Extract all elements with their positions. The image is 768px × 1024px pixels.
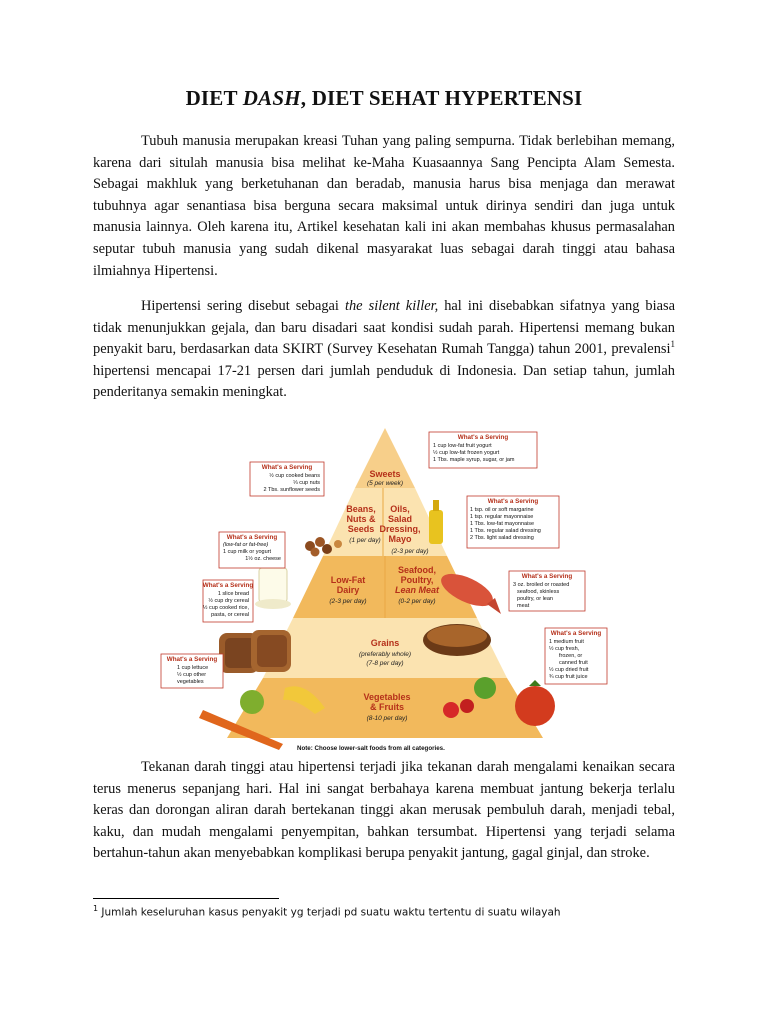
svg-text:What's a Serving: What's a Serving xyxy=(521,573,573,580)
footnote-ref[interactable]: 1 xyxy=(670,339,675,350)
svg-text:½ cup cooked beans: ½ cup cooked beans xyxy=(269,473,320,479)
svg-text:poultry, or lean: poultry, or lean xyxy=(517,596,553,602)
sub-veg: (8-10 per day) xyxy=(366,715,408,722)
svg-text:½ cup fresh,: ½ cup fresh, xyxy=(549,646,580,652)
pyramid-note: Note: Choose lower-salt foods from all categories. xyxy=(297,745,445,752)
svg-text:2 Tbs. sunflower seeds: 2 Tbs. sunflower seeds xyxy=(263,487,320,493)
serving-box-fruit xyxy=(545,628,607,684)
label-oils-1: Oils, xyxy=(390,504,410,514)
svg-text:½ cup other: ½ cup other xyxy=(177,672,207,678)
svg-text:1 Tbs. maple syrup, sugar, or: 1 Tbs. maple syrup, sugar, or jam xyxy=(433,457,515,463)
svg-text:1 cup milk or yogurt: 1 cup milk or yogurt xyxy=(223,549,271,555)
svg-text:What's a Serving: What's a Serving xyxy=(226,534,278,541)
serving-box-meat xyxy=(509,571,585,611)
serving-box-oils xyxy=(467,496,559,548)
label-oils-2: Salad xyxy=(387,514,413,524)
svg-text:⅓ cup nuts: ⅓ cup nuts xyxy=(293,480,320,486)
svg-text:What's a Serving: What's a Serving xyxy=(487,498,539,505)
sub-meat: (0-2 per day) xyxy=(398,598,436,605)
label-sweets: Sweets xyxy=(369,469,401,479)
cereal-bowl-illustration xyxy=(423,624,491,656)
svg-text:What's a Serving: What's a Serving xyxy=(550,630,602,637)
sub-beans: (1 per day) xyxy=(349,537,381,544)
svg-text:What's a Serving: What's a Serving xyxy=(166,656,218,663)
svg-text:1½ oz. cheese: 1½ oz. cheese xyxy=(245,556,281,562)
serving-box-grains xyxy=(203,580,254,622)
svg-text:½ cup low-fat frozen yogurt: ½ cup low-fat frozen yogurt xyxy=(433,450,500,456)
bread-illustration xyxy=(219,630,291,673)
svg-text:½ cup dry cereal: ½ cup dry cereal xyxy=(208,598,249,604)
dash-food-pyramid-figure xyxy=(155,418,615,756)
svg-text:½ cup dried fruit: ½ cup dried fruit xyxy=(549,667,589,673)
footnote-divider xyxy=(93,898,279,899)
milk-glass-illustration xyxy=(255,568,291,609)
label-oils-3: Dressing, xyxy=(379,524,421,534)
sub-oils: (2-3 per day) xyxy=(391,548,429,555)
label-dairy-1: Low-Fat xyxy=(330,575,366,585)
label-beans-2: Nuts & xyxy=(346,514,376,524)
footnote: $^1$ Jumlah keseluruhan kasus penyakit yg terjadi pd suatu waktu tertentu di suatu wilayah xyxy=(93,904,561,919)
label-beans-1: Beans, xyxy=(346,504,376,514)
svg-text:pasta, or cereal: pasta, or cereal xyxy=(211,612,249,618)
svg-text:1 cup lettuce: 1 cup lettuce xyxy=(177,665,209,671)
serving-box-dairy xyxy=(219,532,285,568)
label-grains: Grains xyxy=(370,638,400,648)
svg-text:What's a Serving: What's a Serving xyxy=(202,582,254,589)
label-meat-3: Lean Meat xyxy=(394,585,440,595)
sub-grains-2: (7-8 per day) xyxy=(366,660,404,667)
svg-text:1 tsp. regular mayonnaise: 1 tsp. regular mayonnaise xyxy=(470,514,534,520)
sub-grains-1: (preferably whole) xyxy=(358,651,412,658)
sub-dairy: (2-3 per day) xyxy=(329,598,367,605)
label-oils-4: Mayo xyxy=(388,534,412,544)
page-title: DIET DASH, DIET SEHAT HYPERTENSI xyxy=(185,86,583,110)
paragraph-silent-killer: Hipertensi sering disebut sebagai the silent killer, hal ini disebabkan sifatnya yang biasa tidak menunjukkan gejala, dan baru disadari saat kondisi sudah parah. Hipertensi memang bukan penyakit baru, berdasarkan data SKIRT (Survey Kesehatan Rumah Tangga) tahun 2001, prevalensi$^1$ hipertensi mencapai 17-21 persen dari jumlah penduduk di Indonesia. Dan setiap tahun, jumlah penderitanya semakin meningkat. xyxy=(93,298,675,401)
svg-text:2 Tbs. light salad dressing: 2 Tbs. light salad dressing xyxy=(470,535,534,541)
sub-sweets: (5 per week) xyxy=(366,480,404,487)
label-meat-1: Seafood, xyxy=(397,565,437,575)
svg-text:vegetables: vegetables xyxy=(177,679,204,685)
svg-text:(low-fat or fat-free): (low-fat or fat-free) xyxy=(223,542,269,548)
pyramid-band-sweets xyxy=(355,428,415,488)
label-meat-2: Poultry, xyxy=(400,575,434,585)
svg-text:canned fruit: canned fruit xyxy=(559,660,588,666)
svg-text:meat: meat xyxy=(517,603,530,609)
paragraph-tekanan-darah: Tekanan darah tinggi atau hipertensi terjadi jika tekanan darah mengalami kenaikan secara terus menerus sepanjang hari. Hal ini sangat berbahaya karena membuat jantung bekerja terlalu keras dan dorongan aliran darah bertekanan tinggi akan merusak pembuluh darah, menjadi tebal, kaku, dan mudah mengalami penyempitan, bahkan tersumbat. Hipertensi yang terjadi selama bertahun-tahun akan menyebabkan komplikasi berupa penyakit jantung, gagal ginjal, dan stroke. xyxy=(93,759,675,862)
svg-text:3 oz. broiled or roasted: 3 oz. broiled or roasted xyxy=(513,582,570,588)
svg-text:1 tsp. oil or soft margarine: 1 tsp. oil or soft margarine xyxy=(470,507,534,513)
label-dairy-2: Dairy xyxy=(336,585,360,595)
svg-text:¾ cup fruit juice: ¾ cup fruit juice xyxy=(549,674,588,680)
label-veg-1: Vegetables xyxy=(363,692,411,702)
svg-text:1 Tbs. regular salad dressing: 1 Tbs. regular salad dressing xyxy=(470,528,541,534)
paragraph-intro: Tubuh manusia merupakan kreasi Tuhan yang paling sempurna. Tidak berlebihan memang, karena dari situlah manusia bisa melihat ke-Maha Kuasaannya Sang Pencipta Alam Semesta. Sebagai makhluk yang berketuhanan dan beradab, manusia harus bisa menjaga dan merawat tubuhnya agar senantiasa bisa berguna secara maksimal untuk dirinya sendiri dan juga untuk manusia lainnya. Oleh karena itu, Artikel kesehatan kali ini akan membahas khusus permasalahan seputar tubuh manusia yang sudah dikenal masyarakat luas sebagai darah tinggi atau bahasa ilmiahnya Hipertensi. xyxy=(93,133,675,279)
pyramid-band-beans-oils xyxy=(323,488,447,556)
svg-text:1 slice bread: 1 slice bread xyxy=(217,591,249,597)
svg-text:1 medium fruit: 1 medium fruit xyxy=(549,639,584,645)
svg-text:½ cup cooked rice,: ½ cup cooked rice, xyxy=(202,605,249,611)
serving-box-beans xyxy=(250,462,324,496)
label-beans-3: Seeds xyxy=(347,524,375,534)
serving-box-vegetables xyxy=(161,654,223,688)
svg-text:seafood, skinless: seafood, skinless xyxy=(517,589,560,595)
svg-text:1 cup low-fat fruit yogurt: 1 cup low-fat fruit yogurt xyxy=(433,443,492,449)
svg-text:1 Tbs. low-fat mayonnaise: 1 Tbs. low-fat mayonnaise xyxy=(470,521,535,527)
oil-bottle-illustration xyxy=(429,500,443,544)
serving-box-sweets xyxy=(429,432,537,468)
label-veg-2: & Fruits xyxy=(369,702,405,712)
svg-text:What's a Serving: What's a Serving xyxy=(261,464,313,471)
svg-text:What's a Serving: What's a Serving xyxy=(457,434,509,441)
svg-text:frozen, or: frozen, or xyxy=(559,653,583,659)
